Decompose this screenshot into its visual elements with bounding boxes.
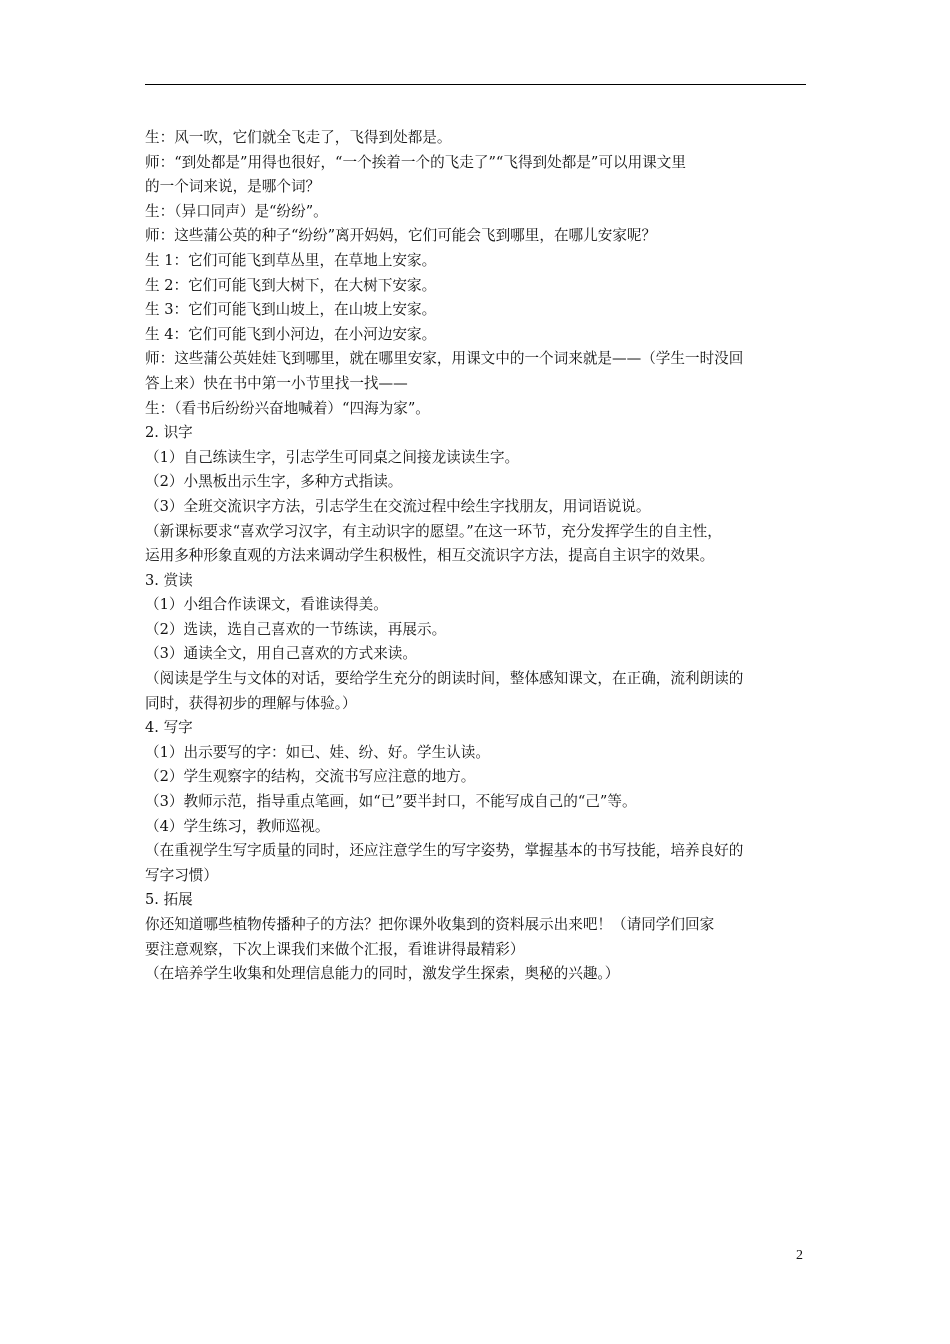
text-line: 师：这些蒲公英的种子“纷纷”离开妈妈，它们可能会飞到哪里，在哪儿安家呢？ [145, 227, 657, 245]
document-body [145, 126, 810, 987]
page-number: 2 [796, 1248, 803, 1263]
text-line: 师：“到处都是”用得也很好，“一个挨着一个的飞走了”“飞得到处都是”可以用课文里 [145, 153, 686, 171]
text-line: 生 3：它们可能飞到山坡上，在山坡上安家。 [145, 301, 437, 319]
section-heading: 3. 赏读 [145, 571, 193, 589]
text-line: 生 4：它们可能飞到小河边，在小河边安家。 [145, 325, 437, 343]
text-line: （3）通读全文，用自己喜欢的方式来读。 [145, 645, 417, 663]
text-line: （1）自己练读生字，引志学生可同桌之间接龙读读生字。 [145, 448, 520, 466]
text-line: 生：风一吹，它们就全飞走了，飞得到处都是。 [145, 129, 452, 146]
text-line: 答上来）快在书中第一小节里找一找—— [145, 374, 408, 392]
text-line: 你还知道哪些植物传播种子的方法？把你课外收集到的资料展示出来吧！（请同学们回家 [145, 916, 715, 933]
text-line: 师：这些蒲公英娃娃飞到哪里，就在哪里安家，用课文中的一个词来就是——（学生一时没回 [145, 350, 744, 368]
text-line: 要注意观察，下次上课我们来做个汇报，看谁讲得最精彩） [145, 940, 525, 958]
section-heading: 5. 拓展 [145, 891, 193, 909]
text-line: （1）出示要写的字：如已、娃、纷、好。学生认读。 [145, 743, 490, 761]
text-line: （3）教师示范，指导重点笔画，如“已”要半封口，不能写成自己的“己”等。 [145, 793, 637, 811]
text-line: 运用多种形象直观的方法来调动学生积极性，相互交流识字方法，提高自主识字的效果。 [145, 547, 715, 565]
header-rule [145, 84, 806, 85]
text-line: （2）学生观察字的结构，交流书写应注意的地方。 [145, 768, 476, 786]
text-line: 生 1：它们可能飞到草丛里，在草地上安家。 [145, 251, 437, 269]
text-line: （在重视学生写字质量的同时，还应注意学生的写字姿势，掌握基本的书写技能，培养良好的 [145, 842, 744, 860]
text-line: 写字习惯） [145, 866, 218, 884]
text-line: 生：（异口同声）是“纷纷”。 [145, 202, 328, 220]
text-line: （4）学生练习，教师巡视。 [145, 817, 330, 835]
text-line: （2）选读，选自己喜欢的一节练读，再展示。 [145, 620, 447, 638]
text-line: 生：（看书后纷纷兴奋地喊着）“四海为家”。 [145, 399, 430, 417]
section-heading: 4. 写字 [145, 719, 193, 737]
text-line: （新课标要求“喜欢学习汉字，有主动识字的愿望。”在这一环节，充分发挥学生的自主性， [145, 522, 722, 540]
text-line: （在培养学生收集和处理信息能力的同时，激发学生探索，奥秘的兴趣。） [145, 965, 620, 983]
text-line: （阅读是学生与文体的对话，要给学生充分的朗读时间，整体感知课文，在正确，流利朗读的 [145, 670, 744, 688]
text-line: 同时，获得初步的理解与体验。） [145, 694, 357, 712]
text-line: （1）小组合作读课文，看谁读得美。 [145, 596, 388, 614]
text-line: 的一个词来说，是哪个词？ [145, 178, 321, 196]
text-line: （3）全班交流识字方法，引志学生在交流过程中绘生字找朋友，用词语说说。 [145, 497, 651, 515]
section-heading: 2. 识字 [145, 424, 193, 442]
text-line: 生 2：它们可能飞到大树下，在大树下安家。 [145, 276, 437, 294]
text-line: （2）小黑板出示生字，多种方式指读。 [145, 473, 403, 491]
